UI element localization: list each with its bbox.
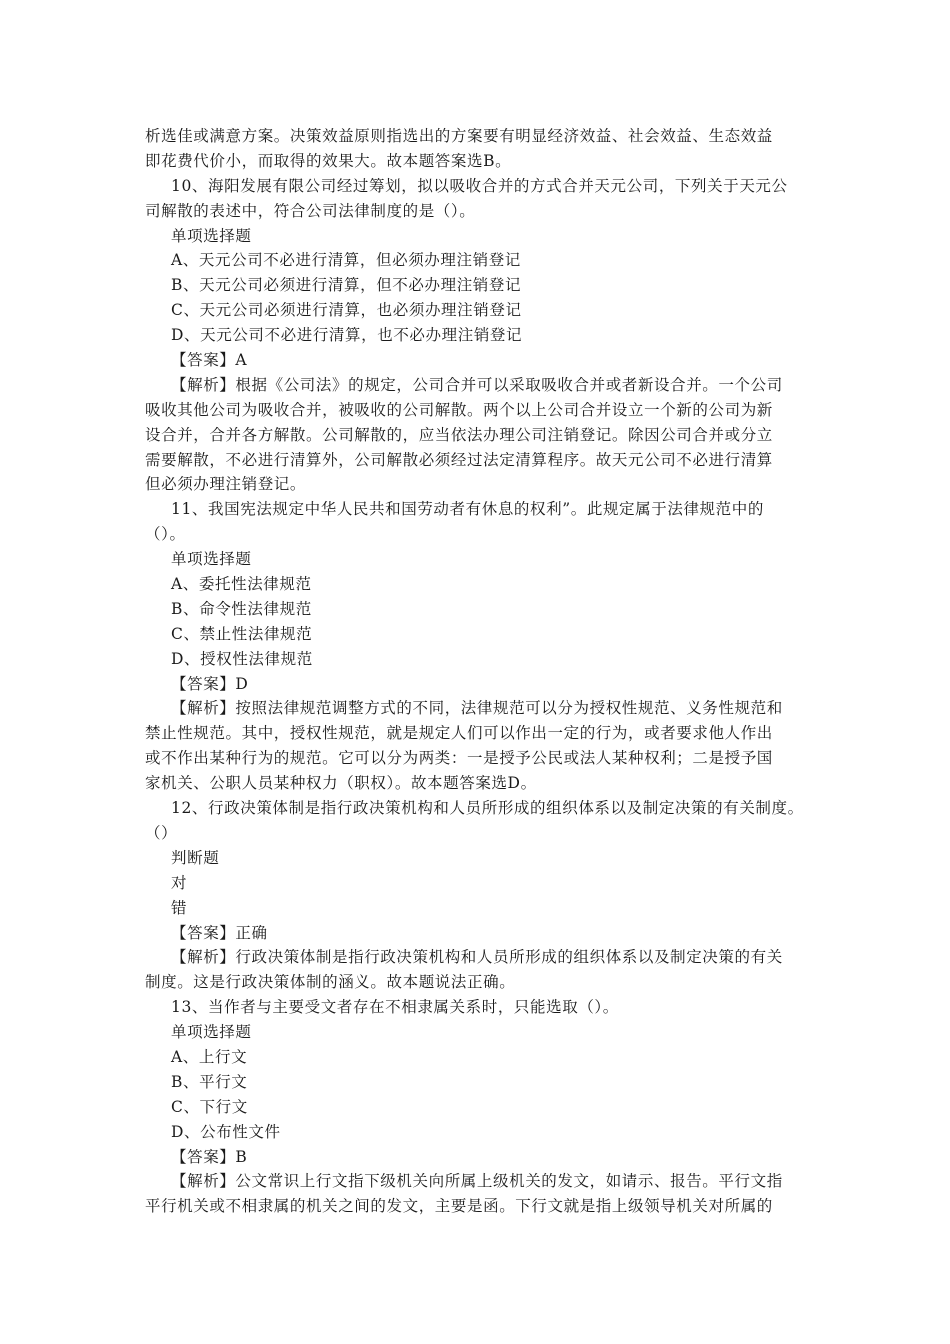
text-line: 错: [171, 898, 188, 917]
text-line: 单项选择题: [171, 550, 252, 569]
document-body: [145, 124, 817, 1219]
text-line: 吸收其他公司为吸收合并，被吸收的公司解散。两个以上公司合并设立一个新的公司为新: [145, 400, 773, 419]
text-line: B、天元公司必须进行清算，但不必办理注销登记: [171, 276, 522, 295]
text-line: 11、我国宪法规定中华人民共和国劳动者有休息的权利”。此规定属于法律规范中的: [171, 500, 764, 519]
text-line: 即花费代价小，而取得的效果大。故本题答案选B。: [145, 151, 512, 170]
text-line: A、上行文: [171, 1047, 248, 1066]
text-line: 对: [171, 873, 188, 892]
text-line: 析选佳或满意方案。决策效益原则指选出的方案要有明显经济效益、社会效益、生态效益: [145, 127, 773, 145]
text-line: 13、当作者与主要受文者存在不相隶属关系时，只能选取（）。: [171, 998, 619, 1017]
text-line: 10、海阳发展有限公司经过筹划，拟以吸收合并的方式合并天元公司，下列关于天元公: [171, 176, 788, 195]
text-line: 判断题: [171, 848, 220, 867]
text-line: 设合并，合并各方解散。公司解散的，应当依法办理公司注销登记。除因公司合并或分立: [145, 425, 773, 444]
text-line: 司解散的表述中，符合公司法律制度的是（）。: [145, 201, 476, 220]
text-line: 【答案】D: [171, 674, 249, 693]
text-line: 或不作出某种行为的规范。它可以分为两类：一是授予公民或法人某种权利；二是授予国: [145, 749, 773, 768]
text-line: 12、行政决策体制是指行政决策机构和人员所形成的组织体系以及制定决策的有关制度。: [171, 799, 804, 818]
text-line: 【答案】正确: [171, 923, 268, 942]
text-line: 平行机关或不相隶属的机关之间的发文，主要是函。下行文就是指上级领导机关对所属的: [145, 1197, 773, 1216]
text-line: A、委托性法律规范: [171, 575, 312, 594]
text-line: 【解析】按照法律规范调整方式的不同，法律规范可以分为授权性规范、义务性规范和: [171, 699, 783, 718]
text-line: 制度。这是行政决策体制的涵义。故本题说法正确。: [145, 973, 516, 992]
text-line: 【解析】行政决策体制是指行政决策机构和人员所形成的组织体系以及制定决策的有关: [171, 948, 783, 967]
text-line: 【解析】根据《公司法》的规定，公司合并可以采取吸收合并或者新设合并。一个公司: [171, 375, 783, 394]
text-line: B、平行文: [171, 1072, 248, 1091]
text-line: D、授权性法律规范: [171, 649, 313, 668]
text-line: 【解析】公文常识上行文指下级机关向所属上级机关的发文，如请示、报告。平行文指: [171, 1172, 783, 1191]
text-line: 单项选择题: [171, 1023, 252, 1042]
text-line: 【答案】A: [171, 351, 248, 370]
text-line: C、禁止性法律规范: [171, 624, 313, 643]
text-line: D、公布性文件: [171, 1122, 281, 1141]
text-line: C、下行文: [171, 1097, 248, 1116]
text-line: 但必须办理注销登记。: [145, 475, 307, 494]
text-line: （）。: [145, 525, 186, 544]
text-line: 家机关、公职人员某种权力（职权）。故本题答案选D。: [145, 774, 537, 793]
text-line: （）: [145, 823, 178, 842]
text-line: 单项选择题: [171, 226, 252, 245]
text-line: 禁止性规范。其中，授权性规范，就是规定人们可以作出一定的行为，或者要求他人作出: [145, 724, 773, 743]
text-line: B、命令性法律规范: [171, 599, 312, 618]
text-line: 【答案】B: [171, 1147, 248, 1166]
text-line: 需要解散，不必进行清算外，公司解散必须经过法定清算程序。故天元公司不必进行清算: [145, 450, 773, 469]
text-line: D、天元公司不必进行清算，也不必办理注销登记: [171, 326, 523, 345]
text-line: A、天元公司不必进行清算，但必须办理注销登记: [171, 251, 521, 270]
text-line: C、天元公司必须进行清算，也必须办理注销登记: [171, 301, 522, 320]
